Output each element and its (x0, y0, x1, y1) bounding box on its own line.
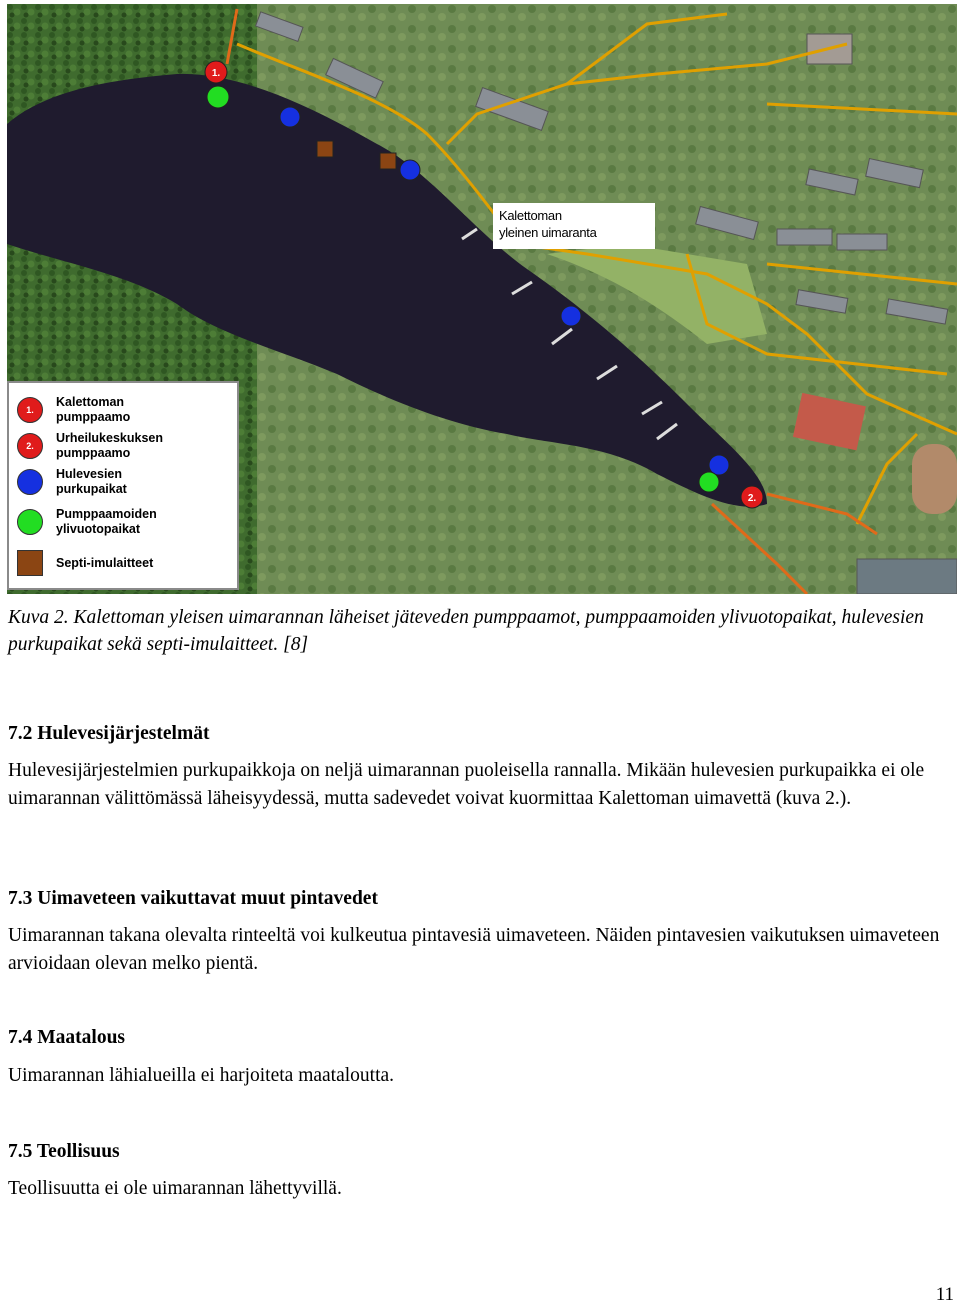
beach-map-label: Kalettoman yleinen uimaranta (493, 203, 655, 249)
legend-label: Pumppaamoiden ylivuotopaikat (56, 507, 157, 536)
station-2-marker-label: 2. (747, 493, 757, 504)
legend-item-septic-units (17, 550, 153, 576)
section-heading-7-5: 7.5 Teollisuus (8, 1141, 120, 1162)
legend-item-pump-station-1 (17, 395, 130, 425)
aerial-map-figure (7, 4, 957, 594)
station-1-marker-label: 1. (211, 68, 221, 79)
page-number: 11 (935, 1284, 954, 1305)
section-text-7-5: Teollisuutta ei ole uimarannan lähettyvillä. (8, 1178, 342, 1199)
legend-label: Kalettoman pumppaamo (56, 395, 131, 424)
brown-square-icon (17, 550, 43, 576)
legend-item-stormwater-outlets (17, 467, 127, 497)
section-heading-7-4: 7.4 Maatalous (8, 1027, 125, 1048)
legend-item-overflow-points (17, 507, 157, 537)
section-heading-7-3: 7.3 Uimaveteen vaikuttavat muut pintavedet (8, 888, 378, 909)
blue-circle-icon (17, 469, 43, 495)
legend-label: Urheilukeskuksen pumppaamo (56, 431, 163, 460)
red-circle-icon: 2. (17, 433, 43, 459)
legend-label: Hulevesien purkupaikat (56, 467, 127, 496)
green-circle-icon (17, 509, 43, 535)
section-text-7-3: Uimarannan takana olevalta rinteeltä voi kulkeutua pintavesiä uimaveteen. Näiden pintavesien vaikutuksen uimaveteen arvioidaan olevan melko pientä. (8, 925, 940, 974)
legend-item-pump-station-2 (17, 431, 163, 461)
section-text-7-4: Uimarannan lähialueilla ei harjoiteta maataloutta. (8, 1065, 395, 1086)
red-circle-icon: 1. (17, 397, 43, 423)
figure-caption: Kuva 2. Kalettoman yleisen uimarannan läheiset jäteveden pumppaamot, pumppaamoiden ylivuotopaikat, hulevesien purkupaikat sekä septi-imulaitteet. [8] (8, 607, 924, 655)
section-text-7-2: Hulevesijärjestelmien purkupaikkoja on neljä uimarannan puoleisella rannalla. Mikään hulevesien purkupaikka ei ole uimarannan välittömässä läheisyydessä, mutta sadevedet voivat kuormittaa Kalettoman uimavettä (kuva 2.). (8, 760, 925, 809)
map-legend (7, 381, 239, 590)
section-heading-7-2: 7.2 Hulevesijärjestelmät (8, 723, 210, 744)
legend-label: Septi-imulaitteet (56, 555, 154, 570)
